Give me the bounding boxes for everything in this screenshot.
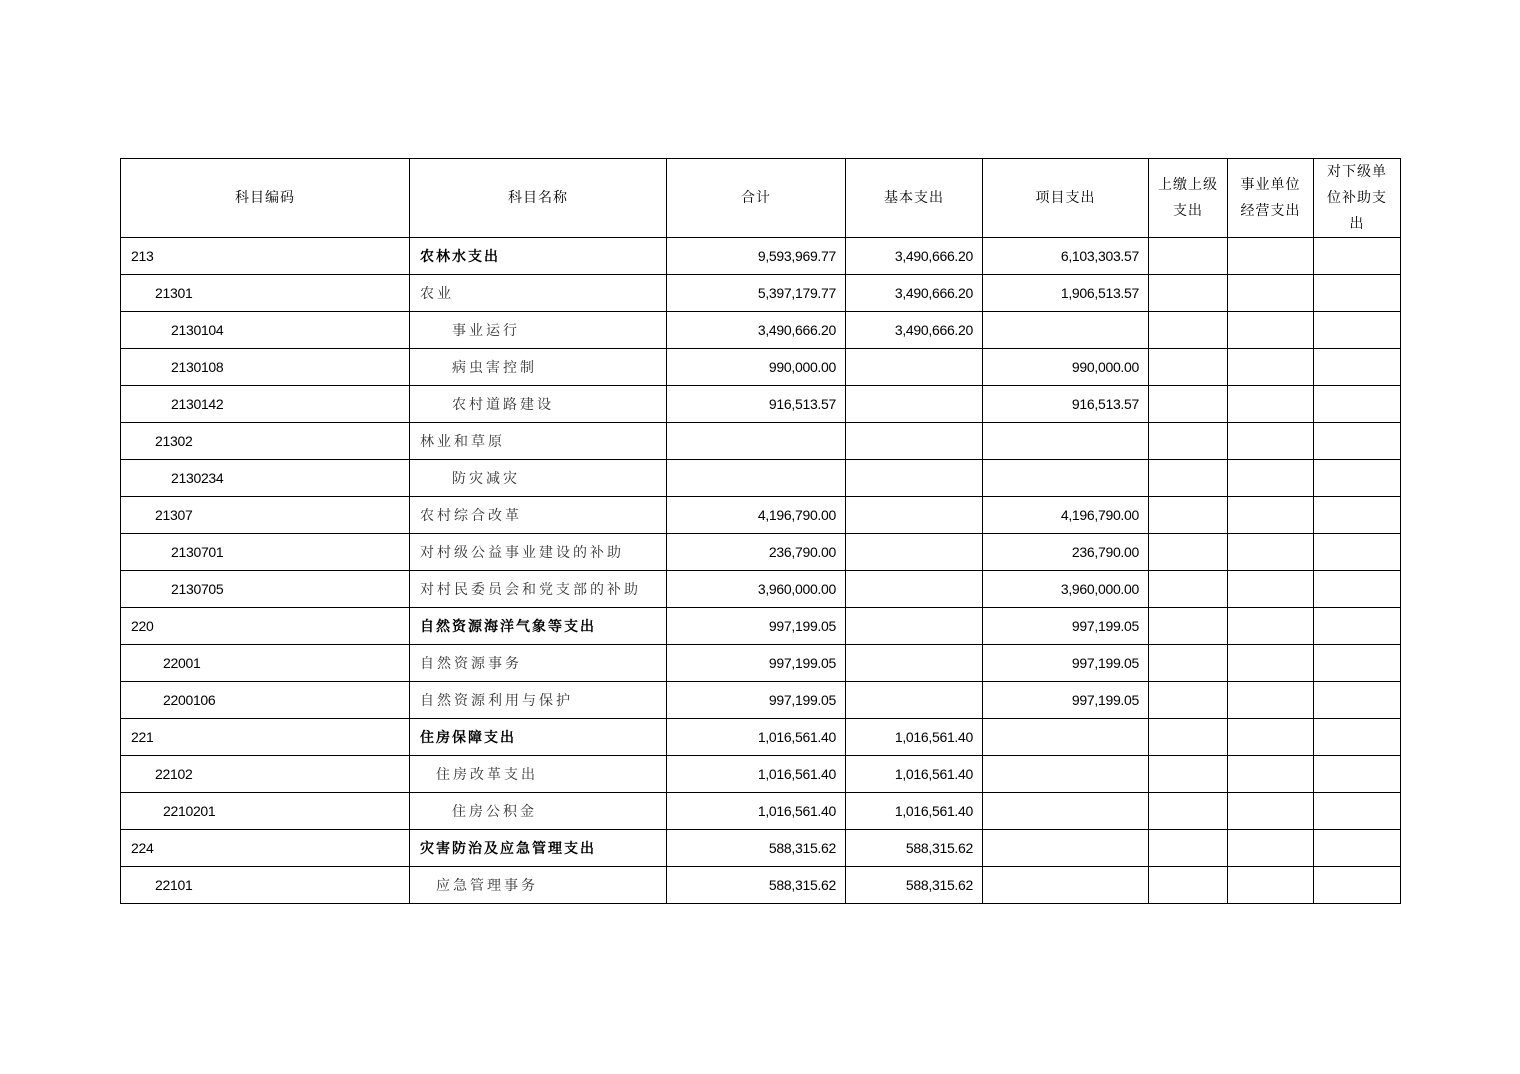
cell-total: 997,199.05 xyxy=(667,608,846,645)
cell-basic xyxy=(846,497,983,534)
cell-upper xyxy=(1149,275,1228,312)
cell-basic xyxy=(846,571,983,608)
cell-business xyxy=(1228,349,1314,386)
cell-upper xyxy=(1149,867,1228,904)
cell-upper xyxy=(1149,460,1228,497)
cell-business xyxy=(1228,460,1314,497)
cell-subsidy xyxy=(1314,423,1401,460)
table-row xyxy=(121,460,1401,497)
header-upper xyxy=(1149,159,1228,238)
cell-basic: 1,016,561.40 xyxy=(846,756,983,793)
header-name: 科目名称 xyxy=(410,159,667,238)
cell-name: 住房公积金 xyxy=(410,793,667,830)
cell-project: 6,103,303.57 xyxy=(983,238,1149,275)
cell-code: 220 xyxy=(121,608,410,645)
cell-business xyxy=(1228,645,1314,682)
cell-total: 916,513.57 xyxy=(667,386,846,423)
cell-subsidy xyxy=(1314,571,1401,608)
cell-business xyxy=(1228,830,1314,867)
cell-business xyxy=(1228,608,1314,645)
cell-basic xyxy=(846,608,983,645)
cell-business xyxy=(1228,793,1314,830)
cell-name: 住房保障支出 xyxy=(410,719,667,756)
cell-code: 2130701 xyxy=(121,534,410,571)
cell-project xyxy=(983,719,1149,756)
cell-subsidy xyxy=(1314,719,1401,756)
cell-code: 213 xyxy=(121,238,410,275)
cell-total: 997,199.05 xyxy=(667,645,846,682)
cell-code: 224 xyxy=(121,830,410,867)
table-body xyxy=(121,238,1401,904)
cell-code: 2130104 xyxy=(121,312,410,349)
cell-code: 221 xyxy=(121,719,410,756)
table-row xyxy=(121,608,1401,645)
cell-project xyxy=(983,867,1149,904)
table-row xyxy=(121,497,1401,534)
table-row xyxy=(121,756,1401,793)
cell-project xyxy=(983,423,1149,460)
cell-subsidy xyxy=(1314,608,1401,645)
cell-basic: 3,490,666.20 xyxy=(846,312,983,349)
table-row xyxy=(121,682,1401,719)
header-upper-label: 上缴上级支出 xyxy=(1158,177,1218,219)
cell-name: 自然资源事务 xyxy=(410,645,667,682)
cell-upper xyxy=(1149,830,1228,867)
cell-code: 21301 xyxy=(121,275,410,312)
header-code: 科目编码 xyxy=(121,159,410,238)
cell-basic xyxy=(846,460,983,497)
cell-business xyxy=(1228,534,1314,571)
cell-subsidy xyxy=(1314,830,1401,867)
cell-code: 2210201 xyxy=(121,793,410,830)
cell-business xyxy=(1228,386,1314,423)
cell-name: 农村道路建设 xyxy=(410,386,667,423)
header-basic: 基本支出 xyxy=(846,159,983,238)
cell-project: 4,196,790.00 xyxy=(983,497,1149,534)
cell-name: 住房改革支出 xyxy=(410,756,667,793)
cell-subsidy xyxy=(1314,645,1401,682)
cell-name: 防灾减灾 xyxy=(410,460,667,497)
cell-business xyxy=(1228,275,1314,312)
cell-code: 2130705 xyxy=(121,571,410,608)
cell-total: 1,016,561.40 xyxy=(667,756,846,793)
cell-subsidy xyxy=(1314,349,1401,386)
table-row xyxy=(121,830,1401,867)
cell-upper xyxy=(1149,349,1228,386)
cell-upper xyxy=(1149,423,1228,460)
table-header xyxy=(121,159,1401,238)
table-row xyxy=(121,645,1401,682)
cell-subsidy xyxy=(1314,867,1401,904)
header-project: 项目支出 xyxy=(983,159,1149,238)
cell-subsidy xyxy=(1314,756,1401,793)
cell-project: 997,199.05 xyxy=(983,645,1149,682)
cell-business xyxy=(1228,238,1314,275)
cell-upper xyxy=(1149,682,1228,719)
cell-total: 3,960,000.00 xyxy=(667,571,846,608)
table-row xyxy=(121,386,1401,423)
cell-name: 农村综合改革 xyxy=(410,497,667,534)
cell-upper xyxy=(1149,571,1228,608)
cell-business xyxy=(1228,571,1314,608)
cell-total: 588,315.62 xyxy=(667,867,846,904)
cell-total: 990,000.00 xyxy=(667,349,846,386)
cell-project: 997,199.05 xyxy=(983,682,1149,719)
cell-basic xyxy=(846,682,983,719)
cell-project: 3,960,000.00 xyxy=(983,571,1149,608)
cell-business xyxy=(1228,497,1314,534)
cell-code: 2130142 xyxy=(121,386,410,423)
cell-name: 应急管理事务 xyxy=(410,867,667,904)
cell-name: 农林水支出 xyxy=(410,238,667,275)
table-row xyxy=(121,534,1401,571)
cell-project: 236,790.00 xyxy=(983,534,1149,571)
cell-name: 对村民委员会和党支部的补助 xyxy=(410,571,667,608)
cell-name: 农业 xyxy=(410,275,667,312)
cell-project xyxy=(983,756,1149,793)
cell-project: 916,513.57 xyxy=(983,386,1149,423)
cell-basic xyxy=(846,386,983,423)
cell-subsidy xyxy=(1314,682,1401,719)
cell-project xyxy=(983,460,1149,497)
cell-subsidy xyxy=(1314,238,1401,275)
table-row xyxy=(121,312,1401,349)
cell-subsidy xyxy=(1314,275,1401,312)
table-row xyxy=(121,867,1401,904)
cell-code: 22001 xyxy=(121,645,410,682)
cell-business xyxy=(1228,312,1314,349)
cell-name: 事业运行 xyxy=(410,312,667,349)
cell-project: 1,906,513.57 xyxy=(983,275,1149,312)
cell-total xyxy=(667,423,846,460)
cell-code: 22102 xyxy=(121,756,410,793)
cell-project xyxy=(983,312,1149,349)
cell-upper xyxy=(1149,238,1228,275)
cell-code: 21302 xyxy=(121,423,410,460)
cell-code: 2130108 xyxy=(121,349,410,386)
header-subsidy xyxy=(1314,159,1401,238)
cell-upper xyxy=(1149,645,1228,682)
cell-subsidy xyxy=(1314,460,1401,497)
header-subsidy-label: 对下级单位补助支出 xyxy=(1327,164,1387,232)
table-row xyxy=(121,793,1401,830)
cell-total: 1,016,561.40 xyxy=(667,793,846,830)
cell-total: 1,016,561.40 xyxy=(667,719,846,756)
cell-code: 21307 xyxy=(121,497,410,534)
cell-subsidy xyxy=(1314,534,1401,571)
cell-project xyxy=(983,830,1149,867)
cell-business xyxy=(1228,867,1314,904)
cell-basic: 1,016,561.40 xyxy=(846,793,983,830)
cell-project: 990,000.00 xyxy=(983,349,1149,386)
cell-basic xyxy=(846,534,983,571)
cell-basic: 3,490,666.20 xyxy=(846,238,983,275)
cell-upper xyxy=(1149,312,1228,349)
cell-subsidy xyxy=(1314,312,1401,349)
cell-name: 病虫害控制 xyxy=(410,349,667,386)
cell-subsidy xyxy=(1314,497,1401,534)
table-row xyxy=(121,238,1401,275)
cell-business xyxy=(1228,719,1314,756)
cell-name: 自然资源海洋气象等支出 xyxy=(410,608,667,645)
cell-upper xyxy=(1149,756,1228,793)
cell-project xyxy=(983,793,1149,830)
cell-basic: 588,315.62 xyxy=(846,830,983,867)
header-business xyxy=(1228,159,1314,238)
cell-basic xyxy=(846,349,983,386)
cell-upper xyxy=(1149,534,1228,571)
header-row xyxy=(121,159,1401,238)
table-row xyxy=(121,423,1401,460)
cell-business xyxy=(1228,756,1314,793)
cell-project: 997,199.05 xyxy=(983,608,1149,645)
cell-total: 997,199.05 xyxy=(667,682,846,719)
cell-total xyxy=(667,460,846,497)
table-row xyxy=(121,275,1401,312)
cell-total: 5,397,179.77 xyxy=(667,275,846,312)
cell-code: 2130234 xyxy=(121,460,410,497)
cell-basic xyxy=(846,423,983,460)
cell-total: 236,790.00 xyxy=(667,534,846,571)
table-row xyxy=(121,719,1401,756)
cell-upper xyxy=(1149,386,1228,423)
header-business-label: 事业单位经营支出 xyxy=(1240,177,1301,219)
cell-upper xyxy=(1149,793,1228,830)
cell-business xyxy=(1228,682,1314,719)
cell-basic: 588,315.62 xyxy=(846,867,983,904)
cell-basic: 3,490,666.20 xyxy=(846,275,983,312)
table-row xyxy=(121,571,1401,608)
cell-total: 588,315.62 xyxy=(667,830,846,867)
cell-code: 22101 xyxy=(121,867,410,904)
cell-total: 3,490,666.20 xyxy=(667,312,846,349)
cell-total: 4,196,790.00 xyxy=(667,497,846,534)
cell-upper xyxy=(1149,497,1228,534)
cell-code: 2200106 xyxy=(121,682,410,719)
budget-table xyxy=(120,158,1401,904)
cell-total: 9,593,969.77 xyxy=(667,238,846,275)
cell-basic: 1,016,561.40 xyxy=(846,719,983,756)
cell-upper xyxy=(1149,719,1228,756)
cell-name: 林业和草原 xyxy=(410,423,667,460)
cell-name: 对村级公益事业建设的补助 xyxy=(410,534,667,571)
header-total: 合计 xyxy=(667,159,846,238)
cell-name: 自然资源利用与保护 xyxy=(410,682,667,719)
cell-business xyxy=(1228,423,1314,460)
cell-basic xyxy=(846,645,983,682)
cell-upper xyxy=(1149,608,1228,645)
cell-name: 灾害防治及应急管理支出 xyxy=(410,830,667,867)
table-row xyxy=(121,349,1401,386)
cell-subsidy xyxy=(1314,386,1401,423)
cell-subsidy xyxy=(1314,793,1401,830)
